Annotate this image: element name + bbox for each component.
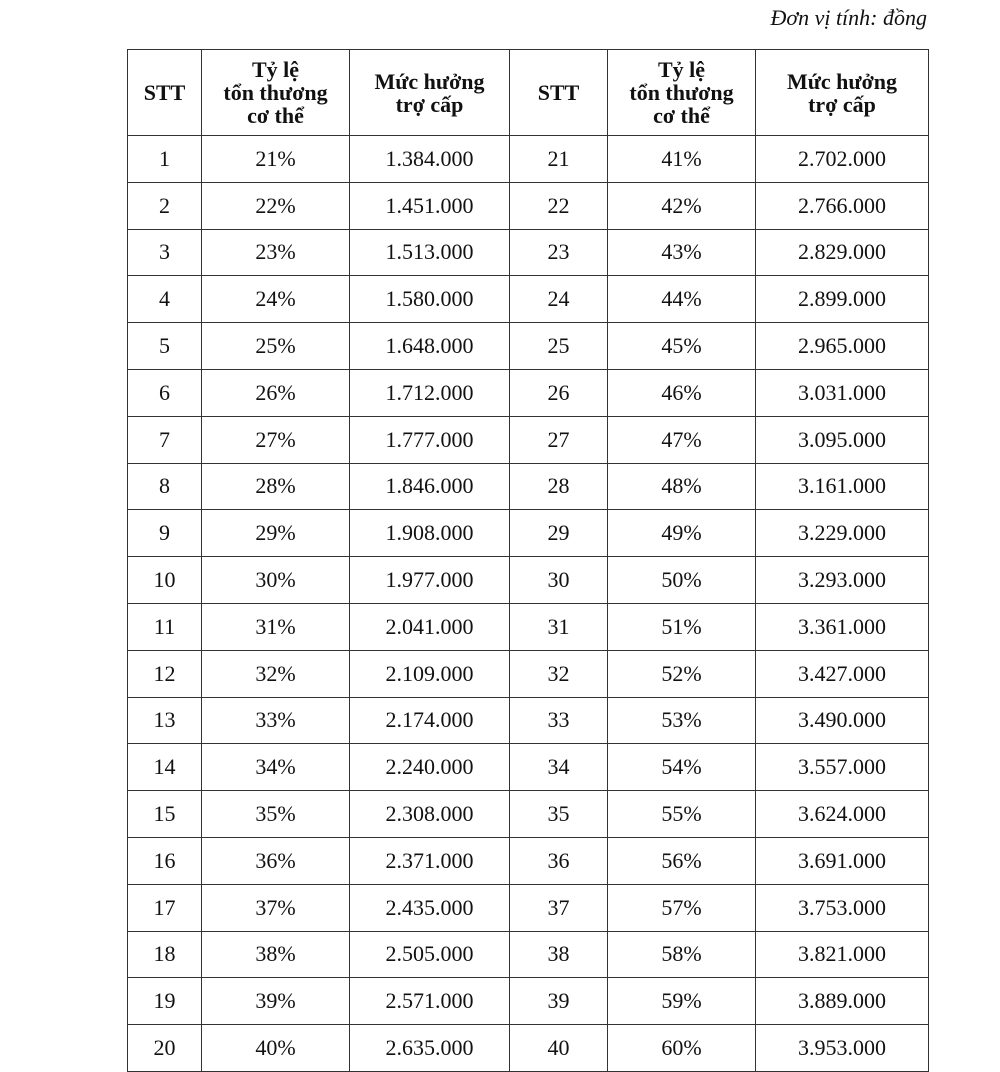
cell-amount: 2.965.000: [756, 323, 929, 370]
cell-stt: 9: [128, 510, 202, 557]
cell-rate: 30%: [202, 557, 350, 604]
cell-rate: 56%: [608, 837, 756, 884]
table-row: [128, 276, 929, 323]
table-row: [128, 744, 929, 791]
cell-stt: 23: [510, 229, 608, 276]
cell-stt: 16: [128, 837, 202, 884]
table-row: [128, 650, 929, 697]
cell-rate: 21%: [202, 136, 350, 183]
cell-rate: 48%: [608, 463, 756, 510]
cell-amount: 1.712.000: [350, 369, 510, 416]
cell-amount: 3.095.000: [756, 416, 929, 463]
table-row: [128, 603, 929, 650]
cell-rate: 32%: [202, 650, 350, 697]
cell-amount: 3.361.000: [756, 603, 929, 650]
cell-amount: 1.580.000: [350, 276, 510, 323]
cell-amount: 2.571.000: [350, 978, 510, 1025]
cell-amount: 1.908.000: [350, 510, 510, 557]
cell-rate: 36%: [202, 837, 350, 884]
cell-amount: 3.953.000: [756, 1025, 929, 1072]
table-row: [128, 931, 929, 978]
cell-amount: 1.977.000: [350, 557, 510, 604]
cell-rate: 24%: [202, 276, 350, 323]
cell-rate: 42%: [608, 182, 756, 229]
cell-amount: 3.031.000: [756, 369, 929, 416]
allowance-table: [127, 49, 929, 1072]
cell-rate: 23%: [202, 229, 350, 276]
cell-rate: 35%: [202, 791, 350, 838]
cell-rate: 50%: [608, 557, 756, 604]
cell-stt: 1: [128, 136, 202, 183]
cell-stt: 40: [510, 1025, 608, 1072]
cell-rate: 55%: [608, 791, 756, 838]
cell-rate: 41%: [608, 136, 756, 183]
cell-stt: 22: [510, 182, 608, 229]
cell-rate: 34%: [202, 744, 350, 791]
cell-rate: 33%: [202, 697, 350, 744]
cell-amount: 2.829.000: [756, 229, 929, 276]
table-row: [128, 978, 929, 1025]
cell-rate: 53%: [608, 697, 756, 744]
cell-amount: 2.899.000: [756, 276, 929, 323]
cell-rate: 40%: [202, 1025, 350, 1072]
table-row: [128, 697, 929, 744]
table-row: [128, 557, 929, 604]
table-row: [128, 182, 929, 229]
cell-rate: 25%: [202, 323, 350, 370]
cell-amount: 1.513.000: [350, 229, 510, 276]
cell-stt: 11: [128, 603, 202, 650]
cell-stt: 3: [128, 229, 202, 276]
header-rate-line: Tỷ lệ: [657, 57, 706, 82]
cell-rate: 51%: [608, 603, 756, 650]
cell-amount: 3.753.000: [756, 884, 929, 931]
cell-amount: 2.041.000: [350, 603, 510, 650]
header-rate-line: Tỷ lệ: [251, 57, 300, 82]
cell-stt: 28: [510, 463, 608, 510]
cell-rate: 58%: [608, 931, 756, 978]
cell-rate: 60%: [608, 1025, 756, 1072]
cell-rate: 57%: [608, 884, 756, 931]
cell-stt: 27: [510, 416, 608, 463]
cell-rate: 54%: [608, 744, 756, 791]
cell-stt: 4: [128, 276, 202, 323]
cell-stt: 6: [128, 369, 202, 416]
cell-amount: 1.777.000: [350, 416, 510, 463]
cell-amount: 3.229.000: [756, 510, 929, 557]
table-row: [128, 369, 929, 416]
cell-amount: 1.846.000: [350, 463, 510, 510]
cell-stt: 13: [128, 697, 202, 744]
cell-stt: 35: [510, 791, 608, 838]
table-header-row: [128, 50, 929, 136]
cell-amount: 2.635.000: [350, 1025, 510, 1072]
table-row: [128, 884, 929, 931]
cell-amount: 1.648.000: [350, 323, 510, 370]
cell-amount: 3.821.000: [756, 931, 929, 978]
header-rate-left: [202, 50, 350, 136]
header-stt-right: STT: [510, 50, 608, 136]
cell-stt: 31: [510, 603, 608, 650]
cell-rate: 46%: [608, 369, 756, 416]
cell-amount: 2.766.000: [756, 182, 929, 229]
cell-rate: 59%: [608, 978, 756, 1025]
table-row: [128, 837, 929, 884]
cell-stt: 10: [128, 557, 202, 604]
cell-stt: 32: [510, 650, 608, 697]
cell-amount: 3.161.000: [756, 463, 929, 510]
cell-amount: 2.240.000: [350, 744, 510, 791]
cell-rate: 28%: [202, 463, 350, 510]
cell-stt: 8: [128, 463, 202, 510]
cell-rate: 45%: [608, 323, 756, 370]
cell-rate: 27%: [202, 416, 350, 463]
cell-rate: 47%: [608, 416, 756, 463]
cell-stt: 5: [128, 323, 202, 370]
table-row: [128, 416, 929, 463]
cell-stt: 30: [510, 557, 608, 604]
header-rate-line: cơ thể: [653, 103, 710, 128]
header-rate-line: tổn thương: [629, 80, 734, 105]
header-stt-left: STT: [128, 50, 202, 136]
cell-stt: 33: [510, 697, 608, 744]
cell-rate: 31%: [202, 603, 350, 650]
cell-amount: 2.505.000: [350, 931, 510, 978]
header-amount-line: trợ cấp: [395, 91, 464, 117]
header-rate-line: tổn thương: [223, 80, 328, 105]
cell-stt: 38: [510, 931, 608, 978]
cell-amount: 1.451.000: [350, 182, 510, 229]
table-row: [128, 1025, 929, 1072]
cell-amount: 1.384.000: [350, 136, 510, 183]
cell-amount: 2.702.000: [756, 136, 929, 183]
header-amount-right: [756, 50, 929, 136]
cell-amount: 3.691.000: [756, 837, 929, 884]
cell-rate: 43%: [608, 229, 756, 276]
cell-stt: 20: [128, 1025, 202, 1072]
table-row: [128, 229, 929, 276]
cell-stt: 29: [510, 510, 608, 557]
cell-stt: 21: [510, 136, 608, 183]
header-amount-line: Mức hưởng: [786, 68, 898, 94]
cell-stt: 25: [510, 323, 608, 370]
cell-stt: 14: [128, 744, 202, 791]
cell-stt: 24: [510, 276, 608, 323]
cell-stt: 19: [128, 978, 202, 1025]
cell-rate: 39%: [202, 978, 350, 1025]
cell-rate: 52%: [608, 650, 756, 697]
table-row: [128, 791, 929, 838]
cell-rate: 44%: [608, 276, 756, 323]
table-row: [128, 510, 929, 557]
cell-amount: 2.174.000: [350, 697, 510, 744]
cell-stt: 37: [510, 884, 608, 931]
cell-stt: 18: [128, 931, 202, 978]
table-body: [128, 136, 929, 1072]
unit-note: Đơn vị tính: đồng: [770, 5, 927, 30]
cell-stt: 2: [128, 182, 202, 229]
table-row: [128, 323, 929, 370]
cell-stt: 36: [510, 837, 608, 884]
header-amount-line: trợ cấp: [808, 91, 876, 117]
cell-amount: 2.109.000: [350, 650, 510, 697]
cell-amount: 2.308.000: [350, 791, 510, 838]
cell-stt: 34: [510, 744, 608, 791]
header-amount-line: Mức hưởng: [374, 68, 485, 94]
cell-amount: 3.293.000: [756, 557, 929, 604]
cell-rate: 37%: [202, 884, 350, 931]
cell-stt: 7: [128, 416, 202, 463]
cell-rate: 29%: [202, 510, 350, 557]
header-amount-left: [350, 50, 510, 136]
cell-stt: 39: [510, 978, 608, 1025]
cell-amount: 3.557.000: [756, 744, 929, 791]
header-rate-line: cơ thể: [247, 103, 304, 128]
table-row: [128, 463, 929, 510]
cell-amount: 2.435.000: [350, 884, 510, 931]
cell-rate: 49%: [608, 510, 756, 557]
table-row: [128, 136, 929, 183]
cell-stt: 15: [128, 791, 202, 838]
header-rate-right: [608, 50, 756, 136]
cell-stt: 12: [128, 650, 202, 697]
cell-amount: 3.427.000: [756, 650, 929, 697]
cell-amount: 3.490.000: [756, 697, 929, 744]
cell-stt: 17: [128, 884, 202, 931]
cell-rate: 38%: [202, 931, 350, 978]
cell-amount: 3.889.000: [756, 978, 929, 1025]
cell-rate: 26%: [202, 369, 350, 416]
cell-amount: 2.371.000: [350, 837, 510, 884]
cell-stt: 26: [510, 369, 608, 416]
cell-amount: 3.624.000: [756, 791, 929, 838]
cell-rate: 22%: [202, 182, 350, 229]
